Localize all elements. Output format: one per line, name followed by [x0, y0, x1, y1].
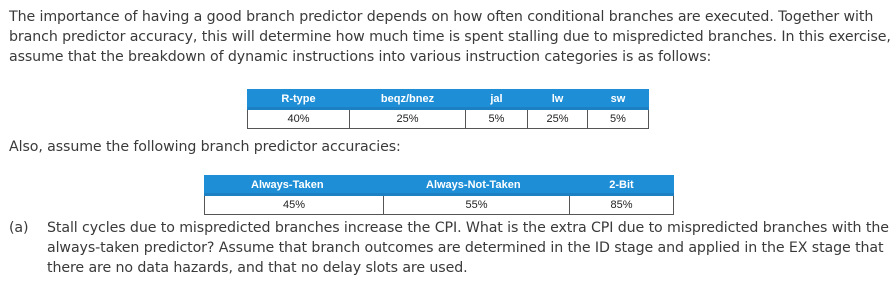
header-always-not-taken: Always-Not-Taken	[384, 176, 570, 195]
question-line: always-taken predictor? Assume that branch outcomes are determined in the ID stage and applied in the EX stage that	[47, 240, 884, 256]
cell-jal: 5%	[466, 109, 528, 129]
instruction-breakdown-table	[247, 89, 649, 129]
intro-line: assume that the breakdown of dynamic instructions into various instruction categories is as follows:	[9, 49, 712, 65]
question-line: there are no data hazards, and that no delay slots are used.	[47, 260, 468, 276]
table-row	[248, 109, 649, 129]
cell-beqz-bnez: 25%	[350, 109, 466, 129]
header-sw: sw	[588, 90, 649, 109]
intro-line: The importance of having a good branch predictor depends on how often conditional branches are executed. Together with	[9, 9, 874, 25]
cell-sw: 5%	[588, 109, 649, 129]
header-r-type: R-type	[248, 90, 350, 109]
header-always-taken: Always-Taken	[205, 176, 384, 195]
cell-r-type: 40%	[248, 109, 350, 129]
question-line: Stall cycles due to mispredicted branches increase the CPI. What is the extra CPI due to mispredicted branches with the	[47, 220, 889, 236]
table-row	[205, 195, 674, 215]
intro-paragraph	[9, 7, 891, 67]
intro-line: branch predictor accuracy, this will determine how much time is spent stalling due to mispredicted branches. In this exercise,	[9, 29, 891, 45]
table-header-row	[205, 176, 674, 195]
header-2-bit: 2-Bit	[570, 176, 674, 195]
table-header-row	[248, 90, 649, 109]
header-beqz-bnez: beqz/bnez	[350, 90, 466, 109]
cell-lw: 25%	[528, 109, 588, 129]
predictor-accuracy-table	[204, 175, 674, 215]
question-a	[9, 218, 889, 278]
cell-always-taken: 45%	[205, 195, 384, 215]
header-lw: lw	[528, 90, 588, 109]
also-text: Also, assume the following branch predictor accuracies:	[9, 139, 401, 155]
cell-always-not-taken: 55%	[384, 195, 570, 215]
header-jal: jal	[466, 90, 528, 109]
question-label: (a)	[9, 220, 29, 236]
cell-2-bit: 85%	[570, 195, 674, 215]
